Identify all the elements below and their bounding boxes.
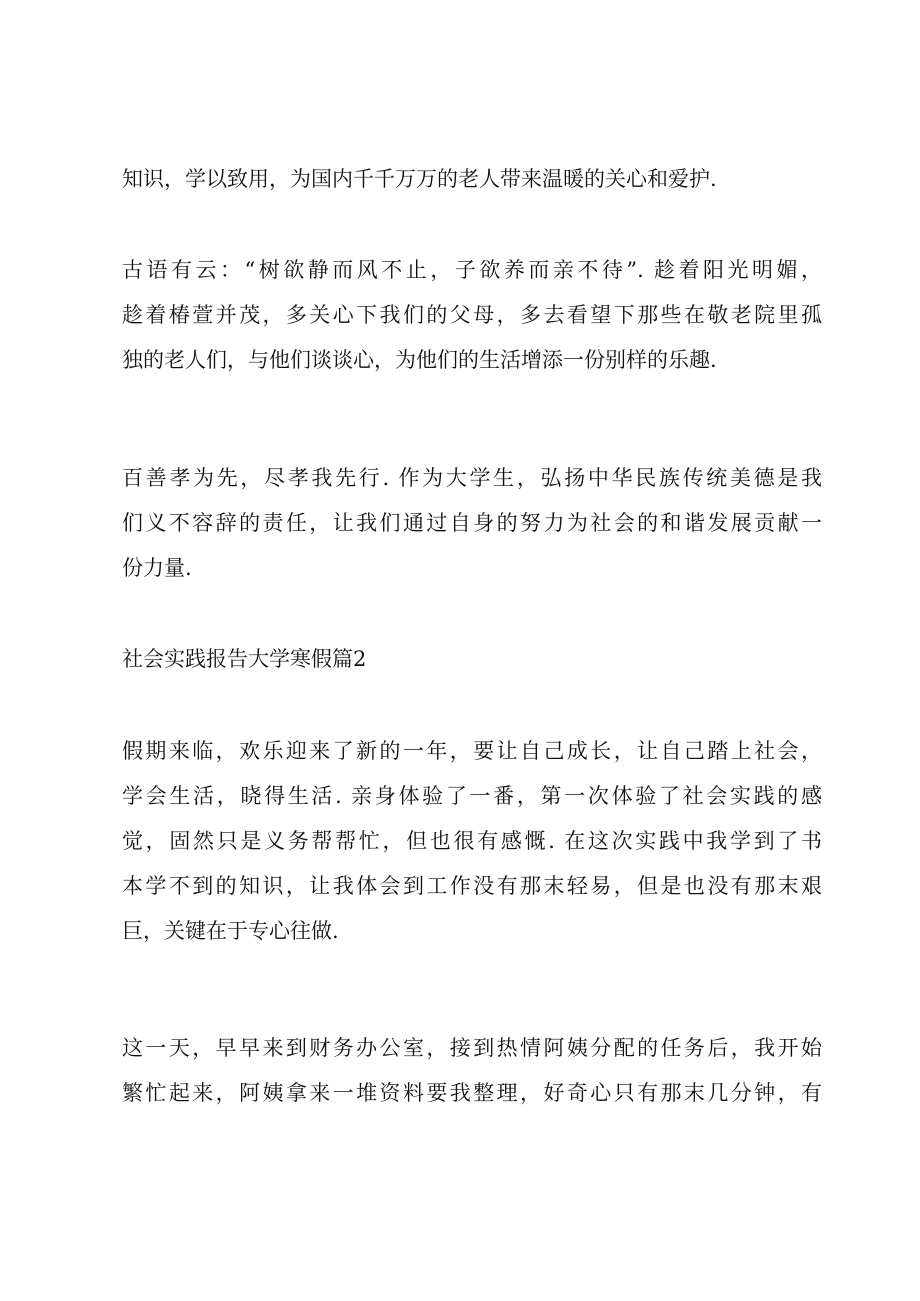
text-line: 趁着椿萱并茂，多关心下我们的父母，多去看望下那些在敬老院里孤 [122,303,822,327]
paragraph-3 [122,456,822,591]
text-line: 巨，关键在于专心往做. [122,919,339,943]
text-line: 觉，固然只是义务帮帮忙，但也很有感慨. 在这次实践中我学到了书 [122,829,822,853]
paragraph-2 [122,248,822,383]
text-line: 们义不容辞的责任，让我们通过自身的努力为社会的和谐发展贡献一 [122,511,822,535]
paragraph-1 [122,157,822,202]
text-line: 百善孝为先，尽孝我先行. 作为大学生，弘扬中华民族传统美德是我 [122,466,822,490]
section-heading: 社会实践报告大学寒假篇2 [122,647,367,671]
text-line: 知识，学以致用，为国内千千万万的老人带来温暖的关心和爱护. [122,167,717,191]
text-line: 这一天，早早来到财务办公室，接到热情阿姨分配的任务后，我开始 [122,1036,822,1060]
text-line: 份力量. [122,556,192,580]
text-line: 古语有云：“树欲静而风不止，子欲养而亲不待”. 趁着阳光明媚， [122,258,822,282]
text-line: 独的老人们，与他们谈谈心，为他们的生活增添一份别样的乐趣. [122,348,717,372]
paragraph-5 [122,1026,822,1116]
paragraph-4 [122,729,822,954]
text-line: 学会生活，晓得生活. 亲身体验了一番，第一次体验了社会实践的感 [122,784,822,808]
text-line: 繁忙起来，阿姨拿来一堆资料要我整理，好奇心只有那末几分钟，有 [122,1081,822,1105]
text-line: 假期来临，欢乐迎来了新的一年，要让自己成长，让自己踏上社会， [122,739,822,763]
text-line: 本学不到的知识，让我体会到工作没有那末轻易，但是也没有那末艰 [122,874,822,898]
